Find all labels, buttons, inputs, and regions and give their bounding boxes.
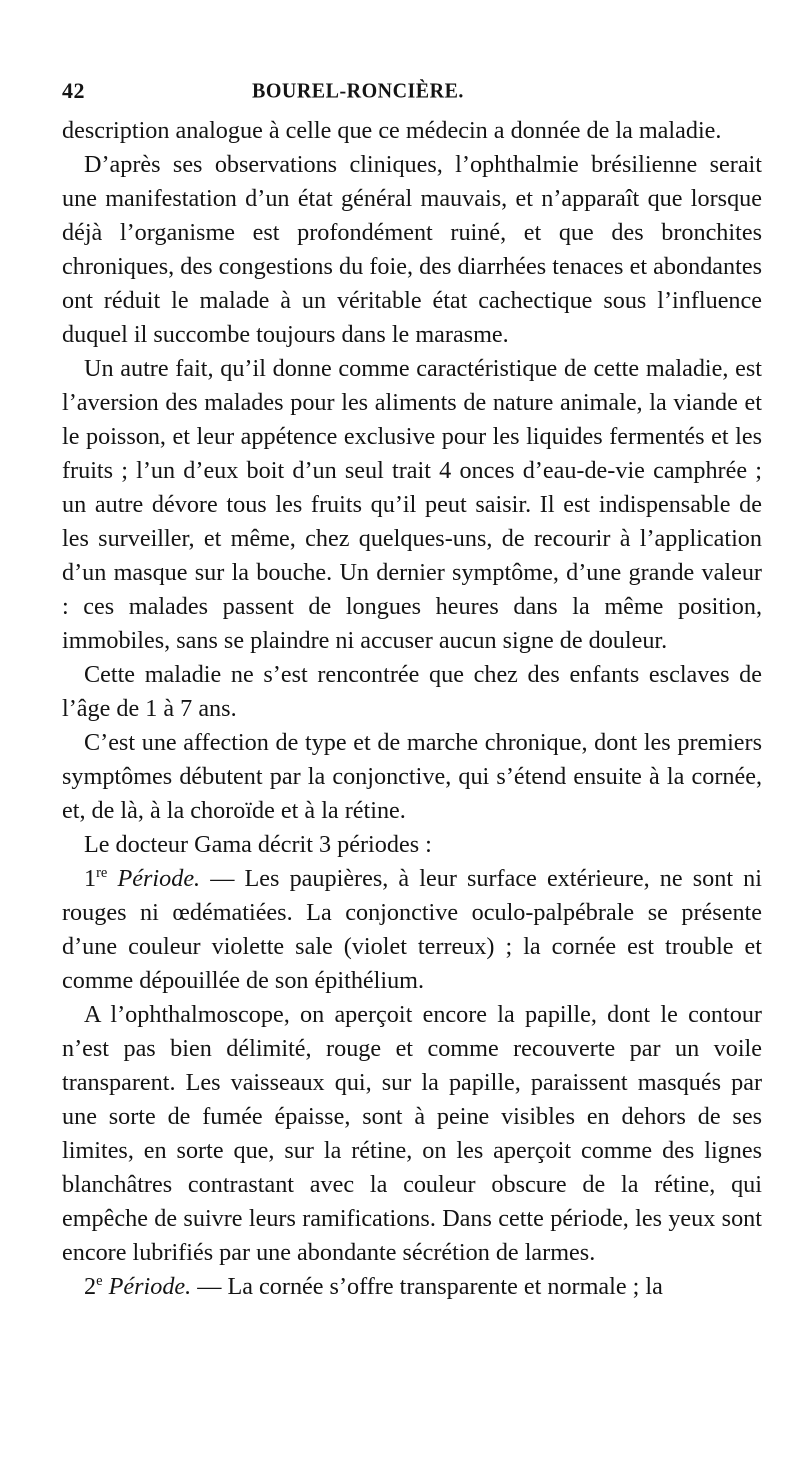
paragraph-children: Cette maladie ne s’est rencontrée que chez des enfants esclaves de l’âge de 1 à 7 ans. — [62, 661, 762, 722]
ordinal-suffix: e — [96, 1272, 103, 1289]
paragraph-period-1 — [62, 862, 762, 998]
page-number: 42 — [62, 78, 85, 103]
period-text: — La cornée s’offre transparente et normale ; la — [191, 1273, 663, 1300]
paragraph-continuation: description analogue à celle que ce médecin a donnée de la maladie. — [62, 117, 722, 144]
paragraph-periods-intro: Le docteur Gama décrit 3 périodes : — [84, 831, 432, 858]
period-number: 2 — [84, 1273, 97, 1300]
body-text — [62, 114, 762, 1304]
paragraph-observations: D’après ses observations cliniques, l’ophthalmie brésilienne serait une manifestation d’un état général mauvais, et n’apparaît que lorsque déjà l’organisme est profondément ruiné, et que des bronchites chroniques, des congestions du foie, des diarrhées tenaces et abondantes ont réduit le malade à un véritable état cachectique sous l’influence duquel il succombe toujours dans le marasme. — [62, 151, 762, 348]
period-number: 1 — [84, 865, 97, 892]
period-label: Période. — [107, 865, 201, 892]
running-head — [62, 72, 762, 108]
ordinal-suffix: re — [96, 864, 108, 881]
running-title: BOUREL-RONCIÈRE. — [252, 79, 464, 103]
paragraph-ophthalmoscope: A l’ophthalmoscope, on aperçoit encore la papille, dont le contour n’est pas bien délimité, rouge et comme recouverte par un voile transparent. Les vaisseaux qui, sur la papille, paraissent masqués par une sorte de fumée épaisse, sont à peine visibles en dehors de ses limites, en sorte que, sur la rétine, on les aperçoit comme des lignes blanchâtres contrastant avec la couleur obscure de la rétine, qui empêche de suivre leurs ramifications. Dans cette période, les yeux sont encore lubrifiés par une abondante sécrétion de larmes. — [62, 1001, 762, 1266]
paragraph-aversion: Un autre fait, qu’il donne comme caractéristique de cette maladie, est l’aversion des malades pour les aliments de nature animale, la viande et le poisson, et leur appétence exclusive pour les liquides fermentés et les fruits ; l’un d’eux boit d’un seul trait 4 onces d’eau-de-vie camphrée ; un autre dévore tous les fruits qu’il peut saisir. Il est indispensable de les surveiller, et même, chez quelques-uns, de recourir à l’application d’un masque sur la bouche. Un dernier symptôme, d’une grande valeur : ces malades passent de longues heures dans la même position, immobiles, sans se plaindre ni accuser aucun signe de douleur. — [62, 355, 762, 654]
book-page — [62, 72, 762, 1304]
paragraph-affection: C’est une affection de type et de marche chronique, dont les premiers symptômes débutent par la conjonctive, qui s’étend ensuite à la cornée, et, de là, à la choroïde et à la rétine. — [62, 729, 762, 824]
paragraph-period-2 — [62, 1270, 762, 1304]
period-label: Période. — [102, 1273, 192, 1300]
period-text: — Les paupières, à leur surface extérieure, ne sont ni rouges ni œdématiées. La conjonctive oculo-palpébrale se présente d’une couleur violette sale (violet terreux) ; la cornée est trouble et comme dépouillée de son épithélium. — [62, 865, 762, 994]
